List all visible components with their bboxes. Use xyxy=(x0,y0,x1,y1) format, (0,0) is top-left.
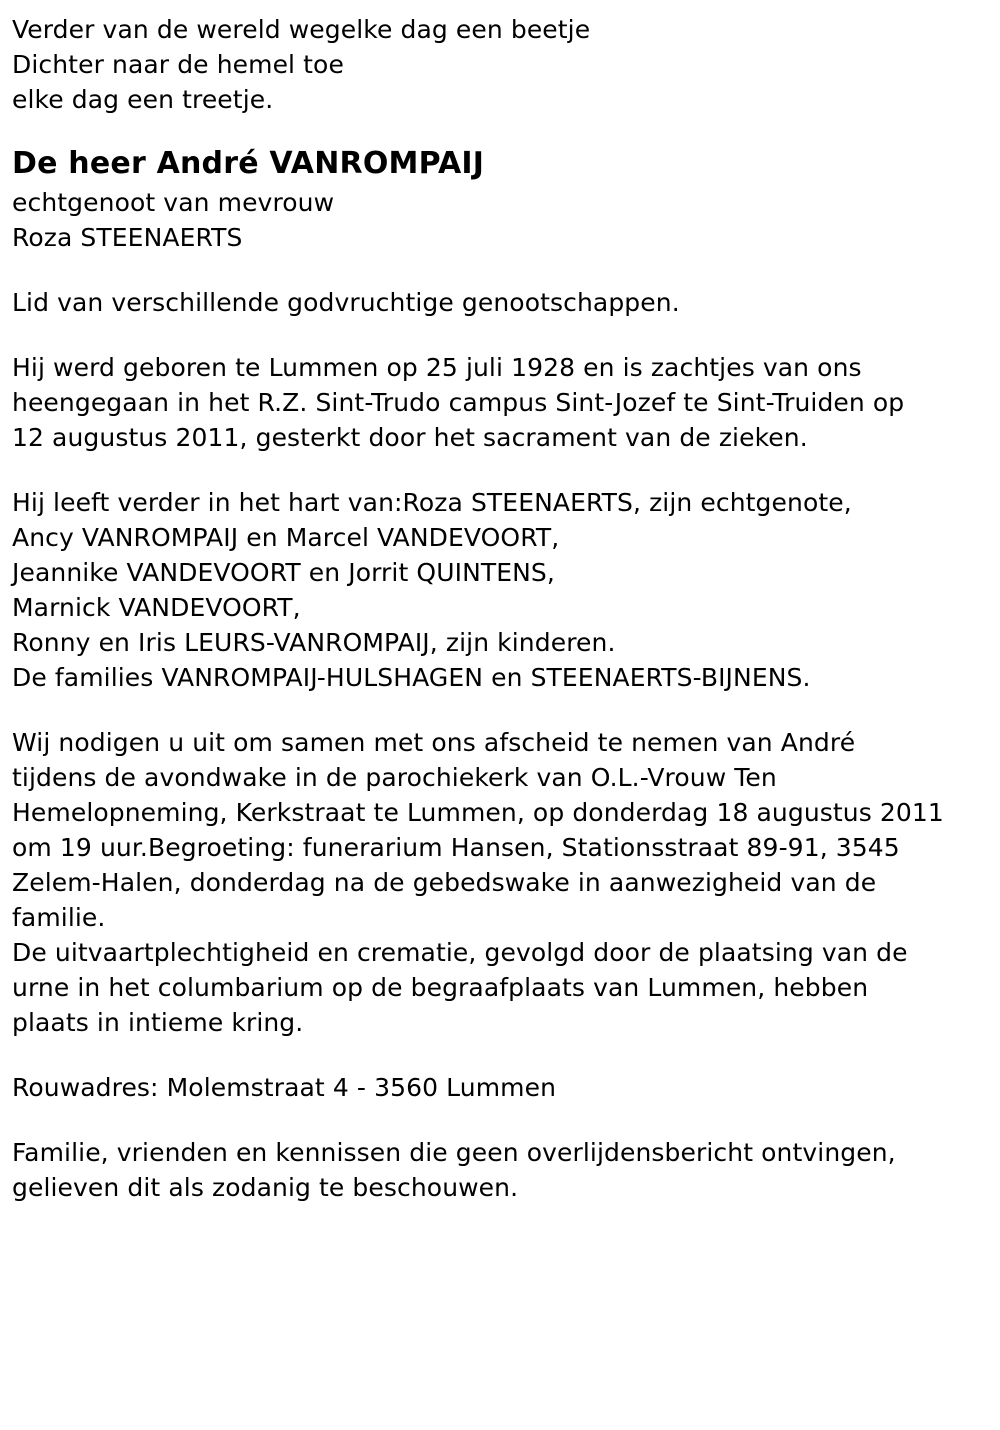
spacer-after-spouse xyxy=(12,255,980,285)
spouse-line-1: echtgenoot van mevrouw xyxy=(12,188,335,217)
ceremony-line-7: De uitvaartplechtigheid en crematie, gevolgd door de plaatsing van de xyxy=(12,938,908,967)
poem-line-1: Verder van de wereld wegelke dag een beetje xyxy=(12,15,591,44)
poem-line-3: elke dag een treetje. xyxy=(12,85,274,114)
closing-line-1: Familie, vrienden en kennissen die geen overlijdensbericht ontvingen, xyxy=(12,1138,896,1167)
spacer-after-poem xyxy=(12,117,980,143)
closing-line-2: gelieven dit als zodanig te beschouwen. xyxy=(12,1173,519,1202)
mourning-address-line: Rouwadres: Molemstraat 4 - 3560 Lummen xyxy=(12,1073,557,1102)
survivors-line-4: Marnick VANDEVOORT, xyxy=(12,593,301,622)
survivors-line-1: Hij leeft verder in het hart van:Roza STEENAERTS, zijn echtgenote, xyxy=(12,488,852,517)
spacer-after-life-summary xyxy=(12,455,980,485)
spouse-line-2: Roza STEENAERTS xyxy=(12,223,243,252)
closing-block xyxy=(12,1135,980,1205)
ceremony-line-5: Zelem-Halen, donderdag na de gebedswake in aanwezigheid van de xyxy=(12,868,877,897)
life-summary-block xyxy=(12,350,980,455)
ceremony-line-4: om 19 uur.Begroeting: funerarium Hansen, Stationsstraat 89-91, 3545 xyxy=(12,833,900,862)
membership-line: Lid van verschillende godvruchtige genootschappen. xyxy=(12,288,680,317)
life-summary-line-2: heengegaan in het R.Z. Sint-Trudo campus Sint-Jozef te Sint-Truiden op xyxy=(12,388,905,417)
spacer-after-ceremony xyxy=(12,1040,980,1070)
mourning-address-block xyxy=(12,1070,980,1105)
spacer-after-address xyxy=(12,1105,980,1135)
spacer-after-survivors xyxy=(12,695,980,725)
spouse-block xyxy=(12,185,980,255)
life-summary-line-1: Hij werd geboren te Lummen op 25 juli 1928 en is zachtjes van ons xyxy=(12,353,862,382)
life-summary-line-3: 12 augustus 2011, gesterkt door het sacrament van de zieken. xyxy=(12,423,808,452)
survivors-block xyxy=(12,485,980,695)
spacer-after-membership xyxy=(12,320,980,350)
ceremony-line-8: urne in het columbarium op de begraafplaats van Lummen, hebben xyxy=(12,973,869,1002)
ceremony-block xyxy=(12,725,980,1040)
survivors-line-6: De families VANROMPAIJ-HULSHAGEN en STEENAERTS-BIJNENS. xyxy=(12,663,811,692)
survivors-line-2: Ancy VANROMPAIJ en Marcel VANDEVOORT, xyxy=(12,523,560,552)
poem-block xyxy=(12,12,980,117)
poem-line-2: Dichter naar de hemel toe xyxy=(12,50,344,79)
ceremony-line-2: tijdens de avondwake in de parochiekerk van O.L.-Vrouw Ten xyxy=(12,763,777,792)
survivors-line-3: Jeannike VANDEVOORT en Jorrit QUINTENS, xyxy=(12,558,555,587)
deceased-name: De heer André VANROMPAIJ xyxy=(12,146,485,181)
ceremony-line-6: familie. xyxy=(12,903,106,932)
ceremony-line-3: Hemelopneming, Kerkstraat te Lummen, op donderdag 18 augustus 2011 xyxy=(12,798,944,827)
ceremony-line-9: plaats in intieme kring. xyxy=(12,1008,304,1037)
survivors-line-5: Ronny en Iris LEURS-VANROMPAIJ, zijn kinderen. xyxy=(12,628,616,657)
ceremony-line-1: Wij nodigen u uit om samen met ons afscheid te nemen van André xyxy=(12,728,856,757)
membership-block xyxy=(12,285,980,320)
